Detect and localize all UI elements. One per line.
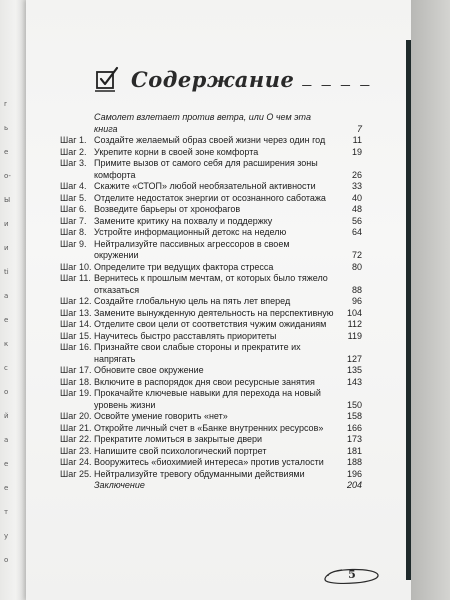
previous-page-text-fragment: ti	[4, 268, 9, 276]
toc-entry[interactable]	[60, 239, 362, 262]
toc-entry-text: Самолет взлетает против ветра, или О чем эта книга	[94, 112, 311, 134]
toc-entry[interactable]	[60, 377, 362, 389]
toc-step-label: Шаг 5.	[60, 192, 87, 203]
toc-entry[interactable]	[60, 423, 362, 435]
toc-entry[interactable]	[60, 388, 362, 411]
toc-page-number: 173	[346, 434, 362, 444]
toc-page-number: 33	[351, 181, 362, 191]
book-edge	[411, 0, 450, 600]
toc-entry[interactable]	[60, 181, 362, 193]
previous-page-edge	[0, 0, 26, 600]
toc-page-number: 11	[352, 135, 362, 145]
toc-entry-text: Создайте желаемый образ своей жизни через один год	[94, 135, 326, 145]
toc-entry[interactable]	[60, 227, 362, 239]
previous-page-text-fragment: й	[4, 412, 9, 420]
toc-entry[interactable]	[60, 446, 362, 458]
toc-entry[interactable]	[60, 365, 362, 377]
toc-entry[interactable]	[60, 216, 362, 228]
previous-page-text-fragment: e	[4, 148, 9, 156]
toc-step-label: Шаг 23.	[60, 445, 92, 456]
toc-page-number: 72	[351, 250, 362, 260]
toc-step-label: Шаг 19.	[60, 388, 92, 398]
page-number-badge	[322, 565, 382, 587]
previous-page-text-fragment: с	[4, 364, 8, 372]
page-number: 5	[348, 568, 356, 581]
toc-entry-outro[interactable]	[60, 480, 362, 492]
previous-page-text-fragment: о	[4, 388, 9, 396]
toc-entry-text: Вернитесь к прошлым мечтам, от которых было тяжело отказаться	[94, 273, 328, 295]
toc-step-label: Шаг 8.	[60, 227, 87, 237]
previous-page-text-fragment: т	[4, 508, 9, 516]
toc-entry-intro[interactable]	[60, 112, 362, 135]
toc-page-number: 26	[351, 169, 362, 180]
toc-entry-text: Нейтрализуйте пассивных агрессоров в своем окружении	[94, 238, 290, 260]
toc-step-label: Шаг 15.	[60, 330, 92, 341]
toc-entry[interactable]	[60, 331, 362, 343]
toc-step-label: Шаг 14.	[60, 319, 92, 329]
toc-entry-text: Замените критику на похвалу и поддержку	[94, 215, 273, 226]
toc-entry-text: Укрепите корни в своей зоне комфорта	[94, 146, 259, 157]
toc-page-number: 48	[351, 204, 362, 214]
previous-page-text-fragment: ь	[4, 124, 9, 132]
toc-page-number: 127	[346, 353, 362, 364]
toc-entry[interactable]	[60, 273, 362, 296]
toc-page-number: 40	[351, 192, 362, 203]
toc-page-number: 150	[346, 399, 362, 410]
toc-step-label: Шаг 2.	[60, 146, 87, 157]
previous-page-text-fragment: о	[4, 556, 9, 564]
toc-entry-text: Заключение	[94, 480, 145, 490]
toc-step-label: Шаг 22.	[60, 434, 92, 444]
toc-entry[interactable]	[60, 262, 362, 274]
previous-page-text-fragment: а	[4, 436, 9, 444]
toc-entry[interactable]	[60, 204, 362, 216]
toc-entry-text: Возведите барьеры от хронофагов	[94, 204, 241, 214]
toc-step-label: Шаг 20.	[60, 411, 92, 421]
toc-step-label: Шаг 18.	[60, 376, 92, 387]
toc-page-number: 196	[346, 468, 362, 479]
toc-entry[interactable]	[60, 308, 362, 320]
toc-entry-text: Напишите свой психологический портрет	[94, 445, 267, 456]
toc-entry-text: Скажите «СТОП» любой необязательной активности	[94, 181, 316, 191]
toc-page-number: 7	[356, 123, 362, 134]
toc-step-label: Шаг 13.	[60, 307, 92, 318]
table-of-contents	[60, 112, 362, 492]
page-title: Содержание	[131, 66, 295, 92]
toc-entry[interactable]	[60, 193, 362, 205]
previous-page-text-fragment: o-	[4, 172, 11, 180]
toc-entry-text: Обновите свое окружение	[94, 365, 204, 375]
toc-step-label: Шаг 24.	[60, 457, 92, 467]
toc-page-number: 143	[346, 376, 362, 387]
toc-step-label: Шаг 25.	[60, 468, 92, 479]
previous-page-text-fragment: е	[4, 484, 9, 492]
toc-step-label: Шаг 9.	[60, 238, 87, 249]
toc-entry-text: Нейтрализуйте тревогу обдуманными действиями	[94, 468, 305, 479]
toc-entry[interactable]	[60, 469, 362, 481]
toc-entry[interactable]	[60, 296, 362, 308]
toc-page-number: 88	[351, 284, 362, 295]
toc-entry-text: Примите вызов от самого себя для расширения зоны комфорта	[94, 158, 318, 180]
toc-entry-text: Прокачайте ключевые навыки для перехода на новый уровень жизни	[94, 388, 321, 410]
toc-entry[interactable]	[60, 147, 362, 159]
toc-entry-text: Устройте информационный детокс на неделю	[94, 227, 287, 237]
toc-entry[interactable]	[60, 411, 362, 423]
toc-step-label: Шаг 12.	[60, 296, 92, 306]
toc-entry-text: Откройте личный счет в «Банке внутренних ресурсов»	[94, 422, 324, 433]
previous-page-text-fragment: и	[4, 220, 9, 228]
toc-page-number: 112	[347, 319, 362, 329]
previous-page-text-fragment: r	[4, 100, 7, 108]
toc-entry-text: Включите в распорядок дня свои ресурсные занятия	[94, 376, 315, 387]
toc-entry[interactable]	[60, 457, 362, 469]
toc-entry-text: Вооружитесь «биохимией интереса» против усталости	[94, 457, 324, 467]
previous-page-text-fragment: у	[4, 532, 9, 540]
toc-page-number: 158	[346, 411, 362, 421]
toc-header	[93, 62, 372, 96]
toc-entry[interactable]	[60, 342, 362, 365]
toc-page-number: 188	[346, 457, 362, 467]
previous-page-text-fragment: Ы	[4, 196, 11, 204]
previous-page-text-fragment: к	[4, 340, 9, 348]
toc-entry[interactable]	[60, 135, 362, 147]
previous-page-text-fragment: и	[4, 244, 9, 252]
toc-step-label: Шаг 1.	[60, 135, 87, 145]
toc-step-label: Шаг 21.	[60, 422, 92, 433]
toc-entry-text: Определите три ведущих фактора стресса	[94, 261, 274, 272]
toc-step-label: Шаг 11.	[60, 273, 91, 283]
toc-step-label: Шаг 16.	[60, 342, 92, 352]
toc-page-number: 56	[351, 215, 362, 226]
toc-page-number: 96	[351, 296, 362, 306]
toc-entry-text: Отделите недостаток энергии от осознанного саботажа	[94, 192, 326, 203]
toc-entry-text: Создайте глобальную цель на пять лет вперед	[94, 296, 291, 306]
toc-page-number: 135	[346, 365, 362, 375]
title-dashes: _ _ _ _	[302, 70, 373, 87]
toc-entry[interactable]	[60, 319, 362, 331]
checkbox-icon	[93, 64, 123, 94]
toc-page-number: 166	[346, 422, 362, 433]
toc-step-label: Шаг 7.	[60, 215, 87, 226]
toc-entry-text: Научитесь быстро расставлять приоритеты	[94, 330, 277, 341]
toc-page-number: 119	[347, 330, 362, 341]
toc-entry-text: Прекратите ломиться в закрытые двери	[94, 434, 263, 444]
toc-page-number: 80	[351, 261, 362, 272]
toc-page-number: 19	[351, 146, 362, 157]
toc-entry[interactable]	[60, 158, 362, 181]
toc-page-number: 64	[351, 227, 362, 237]
toc-entry-text: Признайте свои слабые стороны и прекратите их напрягать	[94, 342, 301, 364]
toc-page-number: 104	[346, 307, 362, 318]
toc-step-label: Шаг 6.	[60, 204, 87, 214]
toc-entry-text: Замените вынужденную деятельность на перспективную	[94, 307, 334, 318]
toc-page-number: 181	[346, 445, 362, 456]
previous-page-text-fragment: е	[4, 460, 9, 468]
toc-step-label: Шаг 17.	[60, 365, 92, 375]
toc-entry-text: Отделите свои цели от соответствия чужим ожиданиям	[94, 319, 327, 329]
toc-step-label: Шаг 4.	[60, 181, 87, 191]
toc-entry-text: Освойте умение говорить «нет»	[94, 411, 228, 421]
toc-page-number: 204	[346, 480, 362, 490]
previous-page-text-fragment: a	[4, 292, 9, 300]
previous-page-text-fragment: е	[4, 316, 9, 324]
toc-entry[interactable]	[60, 434, 362, 446]
toc-step-label: Шаг 10.	[60, 261, 92, 272]
toc-step-label: Шаг 3.	[60, 158, 87, 168]
